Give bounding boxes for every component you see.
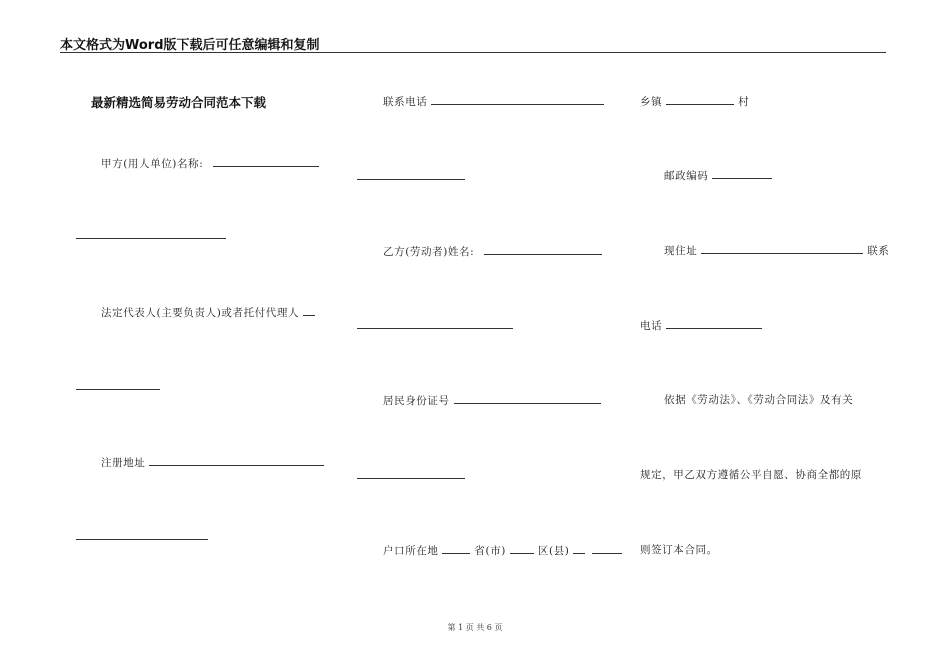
- postcode-row: [664, 167, 772, 183]
- hukou-label: 户口所在地: [383, 545, 439, 557]
- phone-tail-row: [640, 317, 762, 333]
- hukou-city-blank[interactable]: [510, 542, 534, 554]
- town-blank[interactable]: [666, 93, 734, 105]
- legal-rep-blank-continued[interactable]: [76, 389, 160, 390]
- current-address-blank[interactable]: [701, 242, 863, 254]
- town-row: [640, 93, 749, 109]
- phone-blank[interactable]: [431, 93, 604, 105]
- hukou-province-blank[interactable]: [442, 542, 470, 554]
- party-b-name-label: 乙方(劳动者)姓名:: [383, 246, 475, 258]
- basis-line-3: 则签订本合同。: [640, 544, 718, 556]
- hukou-province-label: 省(市): [474, 545, 506, 557]
- header-text: 本文格式为Word版下载后可任意编辑和复制: [60, 38, 320, 53]
- document-header: [60, 34, 886, 53]
- id-number-blank-continued[interactable]: [357, 478, 465, 479]
- reg-address-row: [101, 454, 324, 470]
- phone-row: [383, 93, 604, 109]
- legal-rep-blank[interactable]: [303, 304, 315, 316]
- village-label: 村: [738, 96, 750, 108]
- hukou-district-blank[interactable]: [573, 542, 585, 554]
- current-address-label: 现住址: [664, 245, 698, 257]
- reg-address-blank[interactable]: [149, 454, 324, 466]
- party-b-name-row: [383, 243, 602, 259]
- phone-tail-label: 电话: [640, 320, 663, 332]
- basis-line-1: 依据《劳动法》、《劳动合同法》及有关: [664, 394, 854, 406]
- page-number: 第 1 页 共 6 页: [447, 623, 503, 632]
- hukou-row: [383, 542, 622, 558]
- hukou-district-label: 区(县): [537, 545, 570, 557]
- contact-tail-label: 联系: [867, 245, 890, 257]
- id-number-label: 居民身份证号: [383, 395, 450, 407]
- phone-blank-continued[interactable]: [357, 179, 465, 180]
- id-number-row: [383, 392, 601, 408]
- id-number-blank[interactable]: [454, 392, 601, 404]
- postcode-label: 邮政编码: [664, 170, 709, 182]
- party-a-name-blank-continued[interactable]: [76, 238, 226, 239]
- reg-address-blank-continued[interactable]: [76, 539, 208, 540]
- party-a-name-blank[interactable]: [213, 155, 319, 167]
- hukou-town-blank[interactable]: [592, 542, 622, 554]
- current-address-row: [664, 242, 889, 258]
- basis-line-2: 规定，甲乙双方遵循公平自愿、协商全都的原: [640, 469, 862, 481]
- party-b-name-blank[interactable]: [484, 243, 602, 255]
- reg-address-label: 注册地址: [101, 457, 146, 469]
- party-a-name-label: 甲方(用人单位)名称:: [101, 158, 204, 170]
- party-b-name-blank-continued[interactable]: [357, 328, 513, 329]
- phone-label: 联系电话: [383, 96, 428, 108]
- phone-tail-blank[interactable]: [666, 317, 762, 329]
- legal-rep-label: 法定代表人(主要负责人)或者托付代理人: [101, 307, 300, 319]
- document-title: 最新精选简易劳动合同范本下载: [91, 95, 267, 110]
- party-a-name-row: [101, 155, 319, 171]
- postcode-blank[interactable]: [712, 167, 772, 179]
- legal-rep-row: [101, 304, 315, 320]
- town-label: 乡镇: [640, 96, 663, 108]
